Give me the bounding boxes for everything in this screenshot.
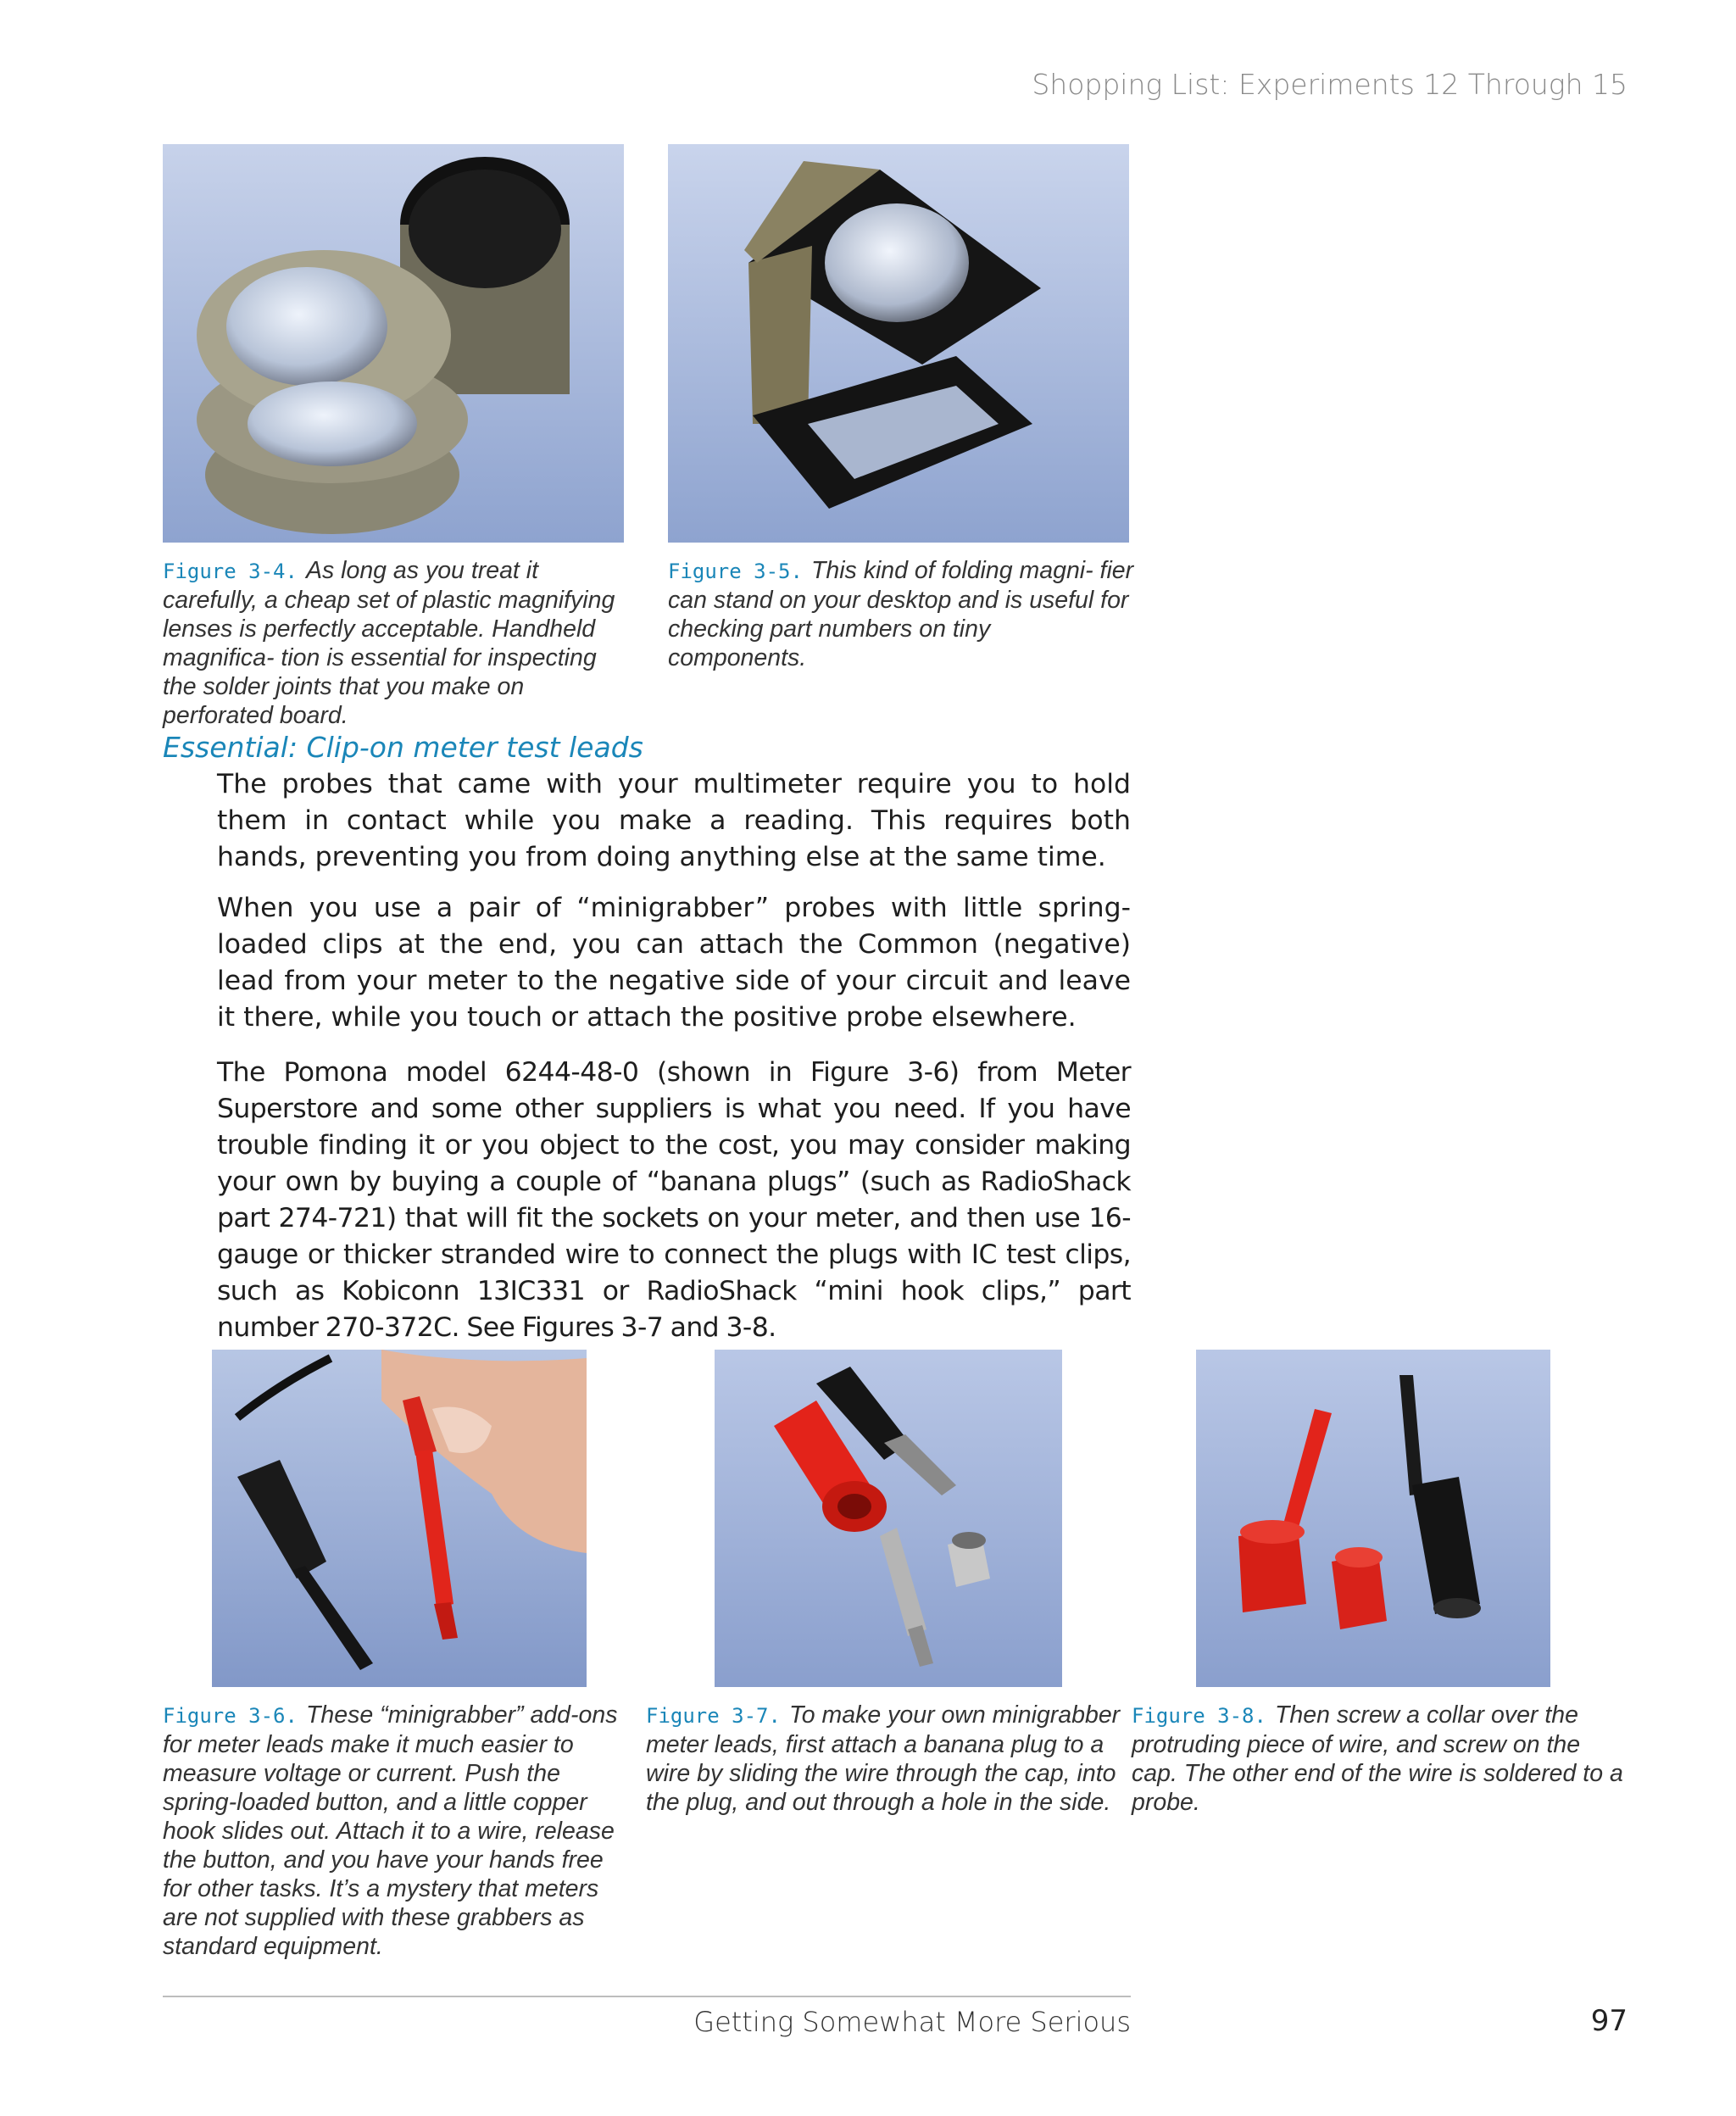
figure-3-6-text: These “minigrabber” add-ons for meter leads make it much easier to measure voltage or current. Push the spring-loaded button, and a little copper hook slides out. Attach it to a wire, release the button, and you have your hands free for other tasks. It’s a mystery that meters are not supplied with these grabbers as standard equipment.	[163, 1701, 618, 1960]
footer-chapter-title: Getting Somewhat More Serious	[693, 2006, 1131, 2038]
figure-3-7-text: To make your own minigrabber meter leads, first attach a banana plug to a wire by sliding the wire through the cap, into the plug, and out through a hole in the side.	[646, 1701, 1121, 1816]
magnifier-lenses-photo	[163, 144, 624, 543]
figure-3-5-caption	[668, 556, 1134, 672]
figure-3-4-caption	[163, 556, 629, 730]
body-paragraph-3: The Pomona model 6244-48-0 (shown in Figure 3-6) from Meter Superstore and some other suppliers is what you need. If you have trouble finding it or you object to the cost, you may consider making your own by buying a couple of “banana plugs” (such as RadioShack part 274-721) that will fit the sockets on your meter, and then use 16-gauge or thicker stranded wire to connect the plugs with IC test clips, such as Kobiconn 13IC331 or RadioShack “mini hook clips,” part number 270-372C. See Figures 3-7 and 3-8.	[217, 1057, 1131, 1343]
body-paragraph-2: When you use a pair of “minigrabber” probes with little spring-loaded clips at the end, you can attach the Common (negative) lead from your meter to the negative side of your circuit and leave it there, while you touch or attach the positive probe elsewhere.	[217, 893, 1131, 1033]
figure-3-6-caption	[163, 1701, 637, 1961]
banana-plug-parts-photo	[715, 1350, 1062, 1687]
figure-3-5-label: Figure 3-5.	[668, 560, 803, 583]
body-paragraph-1: The probes that came with your multimeter require you to hold them in contact while you make a reading. This requires both hands, preventing you from doing anything else at the same time.	[217, 769, 1131, 872]
section-heading: Essential: Clip-on meter test leads	[163, 731, 643, 764]
figure-3-8-label: Figure 3-8.	[1132, 1704, 1266, 1728]
figure-3-8-caption	[1132, 1701, 1623, 1817]
assembled-test-clip-photo	[1196, 1350, 1550, 1687]
page-number: 97	[1590, 2004, 1628, 2038]
figure-3-4-text: As long as you treat it carefully, a cheap set of plastic magnifying lenses is perfectly acceptable. Handheld magnifica- tion is essential for inspecting the solder joints that you make on perforated board.	[163, 557, 615, 729]
figure-3-8-text: Then screw a collar over the protruding piece of wire, and screw on the cap. The other end of the wire is soldered to a probe.	[1132, 1701, 1623, 1816]
figure-3-6-label: Figure 3-6.	[163, 1704, 298, 1728]
figure-3-5-text: This kind of folding magni- fier can stand on your desktop and is useful for checking part numbers on tiny components.	[668, 557, 1134, 671]
running-head: Shopping List: Experiments 12 Through 15	[1032, 68, 1628, 101]
figure-3-7-label: Figure 3-7.	[646, 1704, 781, 1728]
minigrabber-probes-photo	[212, 1350, 587, 1687]
footer-rule	[163, 1996, 1131, 1997]
figure-3-7-caption	[646, 1701, 1121, 1817]
figure-3-4-label: Figure 3-4.	[163, 560, 298, 583]
folding-magnifier-photo	[668, 144, 1129, 543]
